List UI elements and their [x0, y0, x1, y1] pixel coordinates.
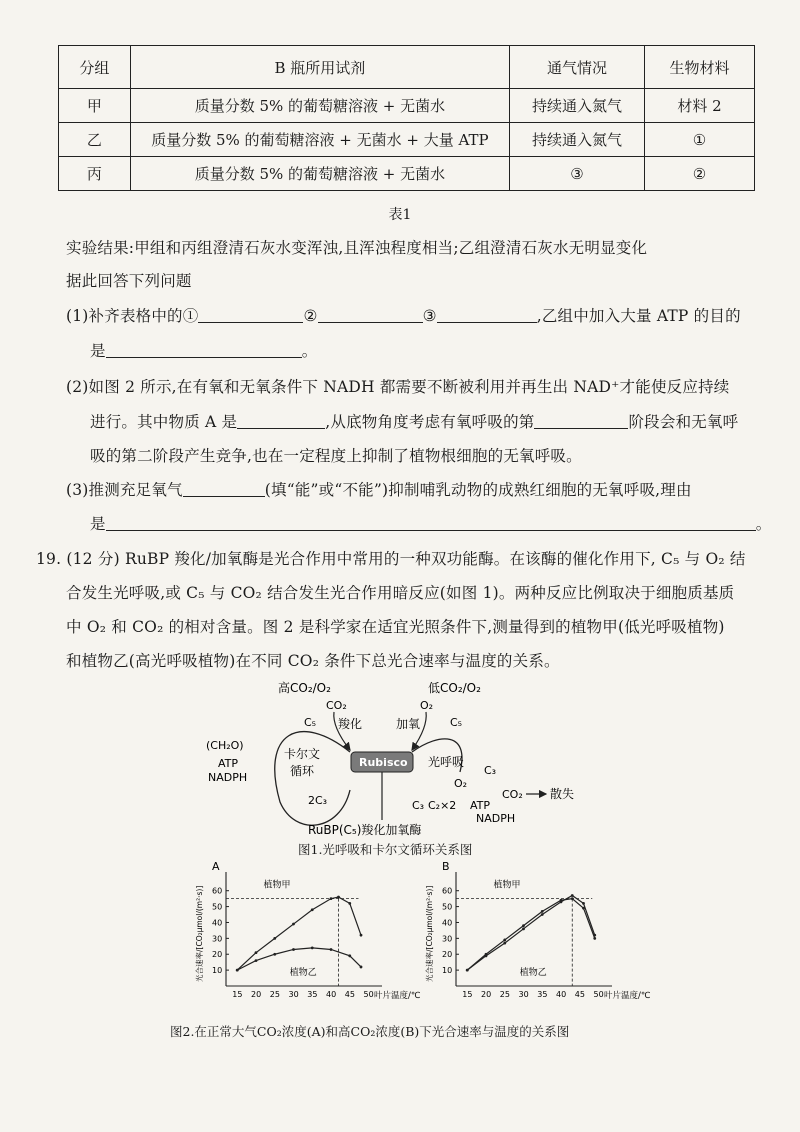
table-header: B 瓶所用试剂: [130, 46, 509, 89]
x-tick-label: 50: [593, 990, 604, 999]
x-tick-label: 45: [574, 990, 585, 999]
table-row: [59, 157, 755, 191]
question-2-line-3: 吸的第二阶段产生竞争,也在一定程度上抑制了植物根细胞的无氧呼吸。: [90, 447, 582, 465]
answer-blank-7[interactable]: [183, 480, 265, 497]
label-c3-2: C₃: [484, 764, 497, 777]
data-point: [330, 897, 333, 900]
table-cell: 质量分数 5% 的葡萄糖溶液 + 无菌水 + 大量 ATP: [130, 123, 509, 157]
calvin-cycle-arc: [275, 732, 350, 826]
label-co2: CO₂: [326, 699, 347, 712]
data-point: [593, 937, 596, 940]
q1-text: ③: [422, 307, 437, 325]
data-point: [541, 913, 544, 916]
answer-blank-3[interactable]: [437, 306, 537, 323]
label-nadph-2: NADPH: [476, 812, 516, 825]
q3-text: (填“能”或“不能”)抑制哺乳动物的成熟红细胞的无氧呼吸,理由: [264, 481, 692, 499]
table-cell: 质量分数 5% 的葡萄糖溶液 + 无菌水: [130, 157, 509, 191]
data-point: [582, 907, 585, 910]
x-tick-label: 20: [481, 990, 492, 999]
data-point: [292, 923, 295, 926]
series-label: 植物乙: [289, 967, 317, 978]
data-point: [255, 951, 258, 954]
label-atp: ATP: [218, 757, 239, 770]
question-3-line-2: [90, 512, 771, 534]
label-co2-out: CO₂: [502, 788, 523, 801]
table-cell: ③: [510, 157, 645, 191]
data-point: [541, 910, 544, 913]
data-point: [360, 934, 363, 937]
table-caption: 表1: [388, 207, 412, 223]
x-tick-label: 35: [307, 990, 318, 999]
q1-text: ②: [303, 307, 318, 325]
table-cell: 持续通入氮气: [510, 123, 645, 157]
data-point: [273, 953, 276, 956]
data-point: [348, 954, 351, 957]
data-point: [273, 937, 276, 940]
label-lost: 散失: [550, 787, 575, 801]
label-rubisco: Rubisco: [359, 756, 408, 769]
data-point: [311, 946, 314, 949]
question-19-line-4: 和植物乙(高光呼吸植物)在不同 CO₂ 条件下总光合速率与温度的关系。: [66, 652, 560, 670]
q3-text: 。: [755, 515, 772, 533]
answer-blank-8[interactable]: [106, 514, 756, 531]
data-point: [485, 953, 488, 956]
y-tick-label: 30: [442, 934, 453, 944]
label-o2: O₂: [420, 699, 434, 712]
answer-blank-2[interactable]: [318, 306, 423, 323]
table-cell: ②: [644, 157, 754, 191]
label-photorespiration: 光呼吸: [428, 755, 465, 769]
data-point: [360, 966, 363, 969]
answer-blank-4[interactable]: [106, 341, 302, 358]
x-tick-label: 30: [288, 990, 299, 999]
question-1-line-1: [66, 304, 741, 326]
data-point: [236, 969, 239, 972]
data-point: [560, 899, 563, 902]
series-line: [467, 899, 595, 970]
question-19-line-2: 合发生光呼吸,或 C₅ 与 CO₂ 结合发生光合作用暗反应(如图 1)。两种反应比例取决于细胞质基质: [66, 584, 735, 602]
label-o2-2: O₂: [454, 777, 468, 790]
figure-1-caption: 图1.光呼吸和卡尔文循环关系图: [298, 842, 473, 857]
y-tick-label: 10: [212, 966, 223, 976]
x-tick-label: 45: [344, 990, 355, 999]
label-low-co2: 低CO₂/O₂: [428, 681, 481, 695]
data-point: [292, 948, 295, 951]
table-row: [59, 123, 755, 157]
y-tick-label: 10: [442, 966, 453, 976]
data-point: [503, 942, 506, 945]
question-19-line-1: 19. (12 分) RuBP 羧化/加氧酶是光合作用中常用的一种双功能酶。在该酶的催化作用下, C₅ 与 O₂ 结: [36, 550, 746, 568]
y-axis-label: 光合速率/[CO₂μmol/(m²·s)]: [195, 885, 204, 982]
chart-title: A: [212, 860, 220, 873]
x-tick-label: 40: [556, 990, 567, 999]
data-point: [582, 902, 585, 905]
series-line: [237, 897, 361, 970]
data-point: [255, 959, 258, 962]
table-header: 通气情况: [510, 46, 645, 89]
question-2-line-1: (2)如图 2 所示,在有氧和无氧条件下 NADH 都需要不断被利用并再生出 NAD⁺才能使反应持续: [66, 378, 730, 396]
table-cell: 持续通入氮气: [510, 89, 645, 123]
table-cell: ①: [644, 123, 754, 157]
label-enzyme: RuBP(C₅)羧化加氧酶: [308, 823, 422, 837]
x-tick-label: 35: [537, 990, 548, 999]
data-point: [503, 939, 506, 942]
x-tick-label: 30: [518, 990, 529, 999]
q2-text: 阶段会和无氧呼: [628, 413, 739, 431]
series-label: 植物甲: [263, 880, 291, 891]
answer-blank-5[interactable]: [237, 412, 325, 429]
data-point: [348, 902, 351, 905]
y-axis-label: 光合速率/[CO₂μmol/(m²·s)]: [425, 885, 434, 982]
data-point: [337, 896, 340, 899]
y-tick-label: 30: [212, 934, 223, 944]
label-c5-left: C₅: [304, 716, 317, 729]
y-tick-label: 20: [212, 950, 223, 960]
figure-1-diagram: [200, 672, 620, 852]
question-3-line-1: [66, 478, 692, 500]
x-tick-label: 50: [363, 990, 374, 999]
q2-text: ,从底物角度考虑有氧呼吸的第: [325, 413, 535, 431]
figure-2-charts: [190, 860, 651, 1008]
label-atp-2: ATP: [470, 799, 491, 812]
table-cell: 甲: [59, 89, 131, 123]
q1-text: 。: [301, 342, 318, 360]
experiment-table: [58, 45, 755, 191]
label-2c3: 2C₃: [308, 794, 328, 807]
label-carboxylation: 羧化: [338, 717, 363, 731]
data-point: [311, 908, 314, 911]
y-tick-label: 40: [442, 918, 453, 928]
y-tick-label: 50: [442, 902, 453, 912]
q1-text: ,乙组中加入大量 ATP 的目的: [536, 307, 741, 325]
label-oxygenation: 加氧: [396, 717, 421, 731]
x-axis-label: 叶片温度/℃: [374, 991, 421, 1001]
data-point: [571, 897, 574, 900]
y-tick-label: 60: [212, 886, 223, 896]
label-nadph: NADPH: [208, 771, 248, 784]
x-tick-label: 25: [499, 990, 510, 999]
data-point: [330, 948, 333, 951]
chart-title: B: [442, 860, 450, 873]
x-tick-label: 15: [232, 990, 243, 999]
q3-text: (3)推测充足氧气: [66, 481, 183, 499]
table-cell: 材料 2: [644, 89, 754, 123]
q1-text: 是: [90, 342, 106, 360]
y-tick-label: 20: [442, 950, 453, 960]
q3-text: 是: [90, 515, 106, 533]
label-c5-right: C₅: [450, 716, 463, 729]
label-calvin-1: 卡尔文: [284, 747, 321, 761]
table-row: [59, 89, 755, 123]
x-tick-label: 20: [251, 990, 262, 999]
y-tick-label: 40: [212, 918, 223, 928]
label-c3: C₃: [412, 799, 425, 812]
x-tick-label: 15: [462, 990, 473, 999]
label-ch2o: (CH₂O): [206, 739, 244, 752]
label-calvin-2: 循环: [290, 764, 315, 778]
question-2-line-2: [90, 410, 738, 432]
data-point: [522, 927, 525, 930]
label-c2x2: C₂×2: [428, 799, 457, 812]
data-point: [466, 969, 469, 972]
x-axis-label: 叶片温度/℃: [604, 991, 651, 1001]
table-cell: 丙: [59, 157, 131, 191]
answer-blank-1[interactable]: [198, 306, 303, 323]
q2-text: 进行。其中物质 A 是: [90, 413, 238, 431]
series-label: 植物乙: [519, 967, 547, 978]
x-tick-label: 25: [269, 990, 280, 999]
x-tick-label: 40: [326, 990, 337, 999]
y-tick-label: 60: [442, 886, 453, 896]
data-point: [522, 924, 525, 927]
answer-blank-6[interactable]: [534, 412, 628, 429]
answer-intro: 据此回答下列问题: [66, 272, 192, 290]
y-tick-label: 50: [212, 902, 223, 912]
table-cell: 质量分数 5% 的葡萄糖溶液 + 无菌水: [130, 89, 509, 123]
question-19-line-3: 中 O₂ 和 CO₂ 的相对含量。图 2 是科学家在适宜光照条件下,测量得到的植物甲(低光呼吸植物): [66, 618, 725, 636]
table-header: 分组: [59, 46, 131, 89]
table-header-row: [59, 46, 755, 89]
series-label: 植物甲: [493, 880, 521, 891]
q1-text: (1)补齐表格中的①: [66, 307, 199, 325]
label-high-co2: 高CO₂/O₂: [278, 681, 331, 695]
figure-2-caption: 图2.在正常大气CO₂浓度(A)和高CO₂浓度(B)下光合速率与温度的关系图: [170, 1024, 570, 1039]
experiment-result: 实验结果:甲组和丙组澄清石灰水变浑浊,且浑浊程度相当;乙组澄清石灰水无明显变化: [66, 239, 648, 257]
table-cell: 乙: [59, 123, 131, 157]
series-line: [467, 895, 595, 970]
series-line: [237, 948, 361, 970]
table-header: 生物材料: [644, 46, 754, 89]
data-point: [571, 894, 574, 897]
question-1-line-2: [90, 339, 317, 361]
